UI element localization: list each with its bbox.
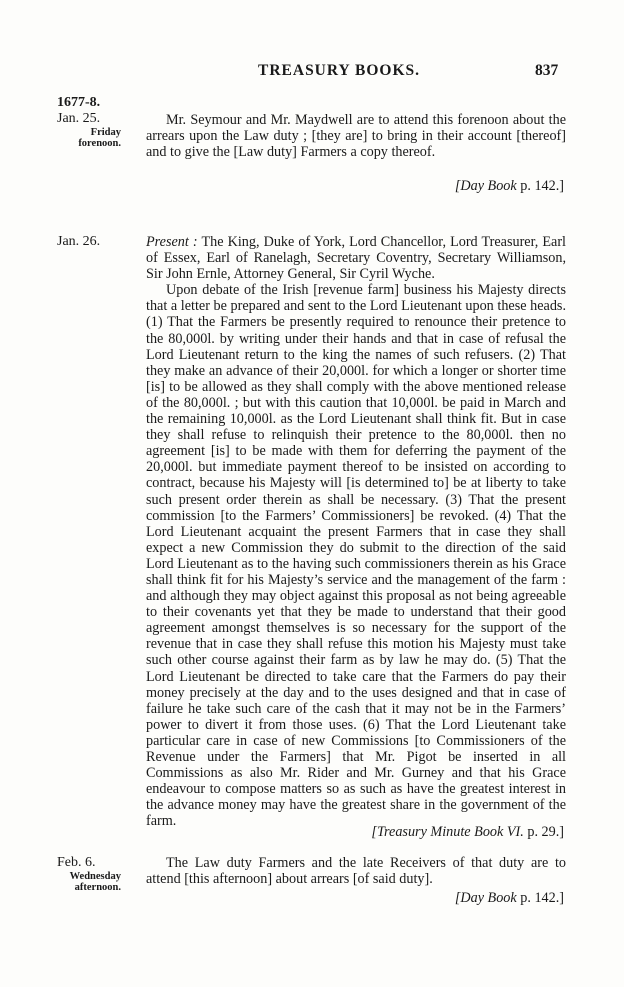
entry-paragraph: The Law duty Farmers and the late Receivers of that duty are to attend [this afternoon] about arrears [of said duty]. <box>146 855 566 888</box>
entry-text <box>146 855 566 887</box>
margin-note <box>57 95 137 149</box>
date-label: Jan. 25. <box>57 111 101 126</box>
source-book: [Day Book <box>454 890 517 906</box>
source-reference <box>455 178 564 195</box>
day-label: Friday <box>90 127 121 138</box>
day-label: Wednesday <box>69 871 121 882</box>
source-book: [Treasury Minute Book VI. <box>371 824 524 840</box>
margin-note <box>57 855 137 893</box>
source-page: p. 142.] <box>516 178 564 194</box>
present-label: Present : <box>146 234 198 250</box>
source-book: [Day Book <box>454 178 517 194</box>
source-page: p. 29.] <box>523 824 564 840</box>
year-label: 1677-8. <box>57 95 101 110</box>
entry-text <box>146 234 566 829</box>
present-line <box>146 234 566 282</box>
source-page: p. 142.] <box>516 890 564 906</box>
present-attendees: The King, Duke of York, Lord Chancellor, Lord Treasurer, Earl of Essex, Earl of Ranelagh, Secretary Coventry, Secretary Williamson, Sir John Ernle, Attorney General, Sir Cyril Wyche. <box>146 234 566 283</box>
margin-note <box>57 234 137 250</box>
running-title: TREASURY BOOKS. <box>258 62 421 79</box>
entry-paragraph: Upon debate of the Irish [revenue farm] business his Majesty directs that a letter be prepared and sent to the Lord Lieutenant upon these heads. (1) That the Farmers be presently required to renounce their pretence to the 80,000l. by writing under their hands and that in case of refusal the Lord Lieutenant return to the king the names of such refusers. (2) That they make an advance of their 20,000l. for which a longer or shorter time [is] to be allowed as they shall comply with the above mentioned release of the 80,000l. ; but with this caution that 10,000l. be paid in March and the remaining 10,000l. as the Lord Lieutenant shall think fit. But in case they shall refuse to relinquish their pretence to the 80,000l. then no agreement [is] to be made with them for deferring the payment of the 20,000l. but immediate payment thereof to be insisted on according to contract, because his Majesty will [is determined to] be at liberty to take such present order therein as shall be necessary. (3) That the present commission [to the Farmers’ Commissioners] be revoked. (4) That the Lord Lieutenant acquaint the present Farmers that in case they shall expect a new Commission they do submit to the direction of the said Lord Lieutenant as to the having such commissioners therein as his Grace shall think fit for his Majesty’s service and the management of the farm : and although they may object against this proposal as not being agreeable to their covenants yet that they be made to understand that their good agreement amongst themselves is so necessary for the support of the revenue that in case they shall refuse this motion his Majesty must take such other course against their farm as by law he may do. (5) That the Lord Lieutenant be directed to take care that the Farmers do pay their money precisely at the day and to the uses designed and that in case of failure he take such care of the cash that it may not be in the Farmers’ power to divert it from those uses. (6) That the Lord Lieutenant take particular care in case of new Commissions [to Commissioners of the Revenue under the Farmers] that Mr. Pigot be inserted in all Commissions as also Mr. Rider and Mr. Gurney and that his Grace endeavour to compose matters so as such as have the greatest interest in the advance money may have the greatest share in the government of the farm. <box>146 282 566 830</box>
time-label: forenoon. <box>78 138 121 149</box>
running-header <box>0 62 624 84</box>
entry-text <box>146 112 566 160</box>
source-reference <box>455 890 564 907</box>
date-label: Jan. 26. <box>57 234 101 249</box>
date-label: Feb. 6. <box>57 855 96 870</box>
page-number: 837 <box>535 62 559 79</box>
time-label: afternoon. <box>74 882 121 893</box>
entry-paragraph: Mr. Seymour and Mr. Maydwell are to attend this forenoon about the arrears upon the Law duty ; [they are] to bring in their account [thereof] and to give the [Law duty] Farmers a copy thereof. <box>146 112 566 161</box>
source-reference <box>371 824 564 841</box>
